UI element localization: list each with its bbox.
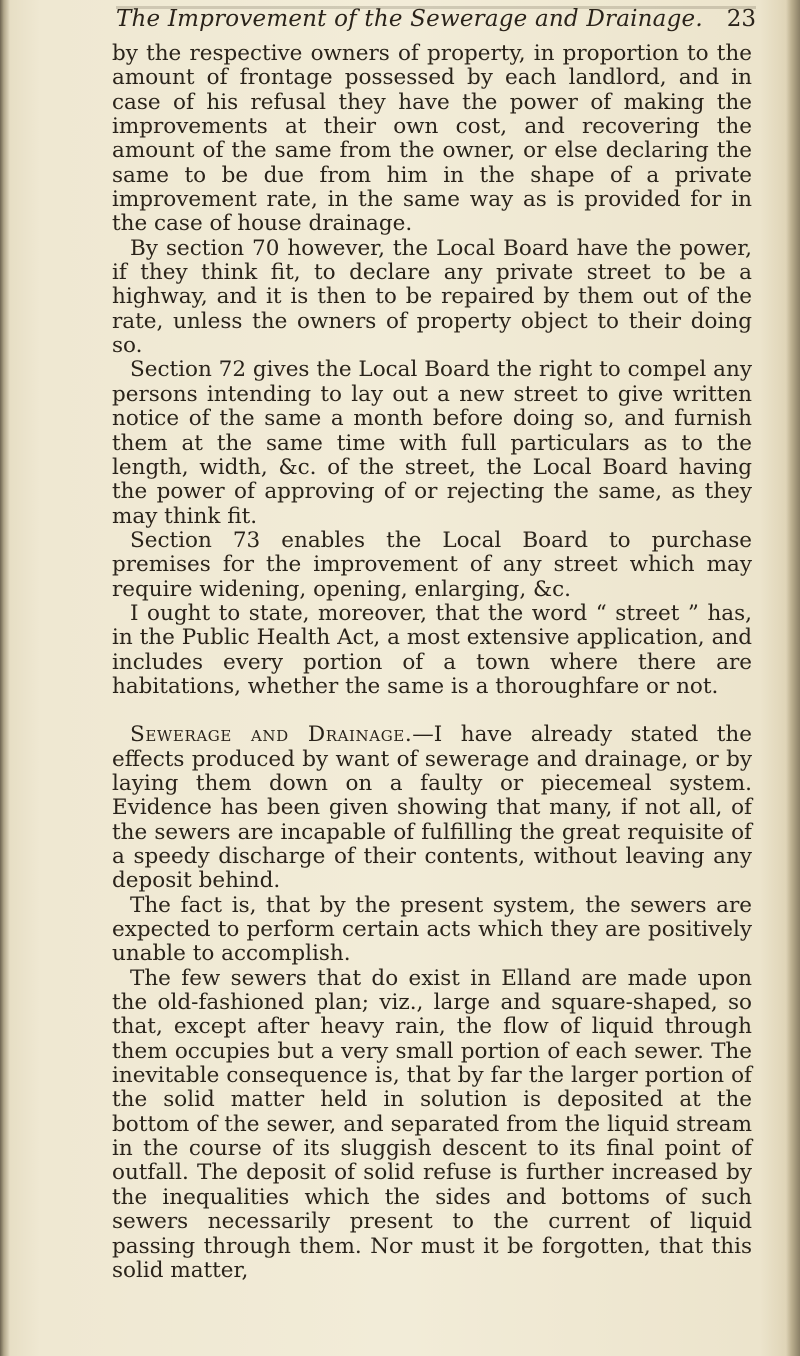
paragraph-text: by the respective owners of property, in proportion to the amount of frontage possessed by each landlord, and in case of his refusal they have the power of making the improvements at their own cost, and recovering the amount of the same from the owner, or else declaring the same to be due from him in the shape of a private improvement rate, in the same way as is provided for in the case of house drainage.: [112, 41, 752, 237]
paragraph: [112, 237, 752, 359]
paragraph-text: By section 70 however, the Local Board have the power, if they think fit, to declare any private street to be a highway, and it is then to be repaired by them out of the rate, unless the owners of property object to their doing so.: [112, 235, 752, 359]
paragraph: [112, 358, 752, 528]
paragraph-text: I ought to state, moreover, that the word “ street ” has, in the Public Health Act, a most extensive application, and includes every portion of a town where there are habitations, whether the same is a thoroughfare or not.: [112, 600, 752, 699]
paragraph: [112, 42, 752, 237]
paragraph-text: —I have already stated the effects produced by want of sewerage and drainage, or by laying them down on a faulty or piecemeal system. Evidence has been given showing that many, if not all, of the sewers are incapable of fulfilling the great requisite of a speedy discharge of their contents, without leaving any deposit behind.: [112, 722, 752, 894]
page-edge: [786, 0, 800, 1356]
paragraph: [112, 529, 752, 602]
paragraph-text: The fact is, that by the present system, the sewers are expected to perform certain acts which they are positively unable to accomplish.: [112, 892, 752, 967]
page-number: 23: [726, 6, 756, 32]
binding-shadow: [0, 0, 10, 1356]
section-heading: Sewerage and Drainage.: [130, 722, 413, 748]
body-text: [112, 42, 752, 1283]
running-title: The Improvement of the Sewerage and Drainage.: [116, 6, 703, 32]
paragraph-text: Section 72 gives the Local Board the right to compel any persons intending to lay out a new street to give written notice of the same a month before doing so, and furnish them at the same time with full particulars as to the length, width, &c. of the street, the Local Board having the power of approving of or rejecting the same, as they may think fit.: [112, 357, 752, 529]
paragraph: [112, 894, 752, 967]
page-header: [116, 6, 756, 40]
paragraph: [112, 723, 752, 893]
paragraph: [112, 967, 752, 1283]
paragraph-text: The few sewers that do exist in Elland are made upon the old-fashioned plan; viz., large and square-shaped, so that, except after heavy rain, the flow of liquid through them occupies but a very small portion of each sewer. The inevitable consequence is, that by far the larger portion of the solid matter held in solution is deposited at the bottom of the sewer, and separated from the liquid stream in the course of its sluggish descent to its final point of outfall. The deposit of solid refuse is further increased by the inequalities which the sides and bottoms of such sewers necessarily present to the current of liquid passing through them. Nor must it be forgotten, that this solid matter,: [112, 965, 752, 1283]
paragraph: [112, 602, 752, 699]
paragraph-text: Section 73 enables the Local Board to purchase premises for the improvement of any street which may require widening, opening, enlarging, &c.: [112, 527, 752, 602]
